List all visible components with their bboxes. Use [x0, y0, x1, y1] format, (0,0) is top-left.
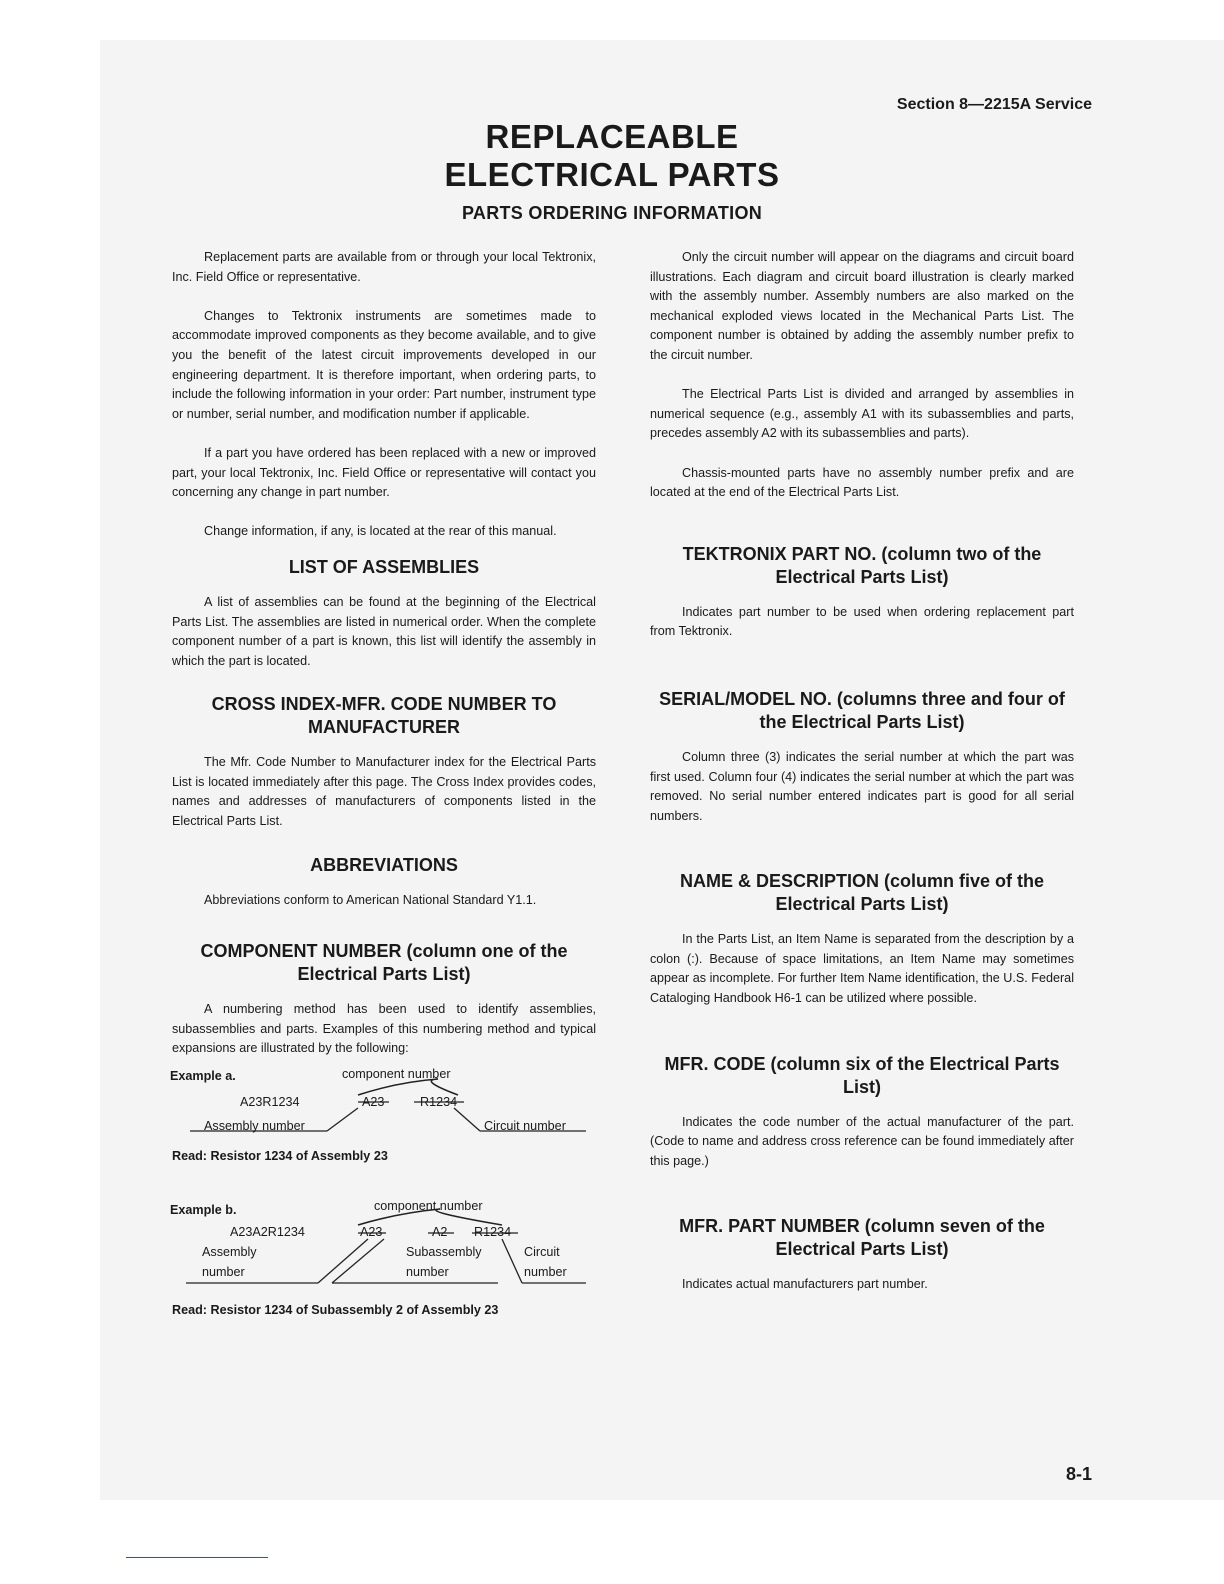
example-a-component-number: component number	[342, 1067, 451, 1082]
example-a-diagram	[172, 1065, 596, 1147]
example-a-assembly-number: Assembly number	[204, 1119, 305, 1134]
example-b-subassembly-number: number	[406, 1264, 449, 1279]
example-b-assembly: Assembly	[202, 1244, 257, 1259]
assemblies-heading: LIST OF ASSEMBLIES	[288, 556, 480, 577]
right-paragraph-1: Only the circuit number will appear on the diagrams and circuit board illustrations. Each diagram and circuit board illustration is clearly marked with the assembly number. Assembly numbers are also marked on the mechanical exploded views located in the Mechanical Parts List. The component number is obtained by adding the assembly number prefix to the circuit number.	[650, 250, 1074, 362]
tektronix-part-heading: TEKTRONIX PART NO. (column two of the Electrical Parts List)	[682, 543, 1042, 587]
example-b-diagram	[172, 1197, 596, 1301]
example-b-assembly-number: number	[202, 1264, 245, 1279]
example-a-circuit-number: Circuit number	[484, 1119, 566, 1134]
intro-paragraph-2: Changes to Tektronix instruments are sometimes made to accommodate improved components as they become available, and to give you the benefit of the latest circuit improvements developed in our engineering department. It is therefore important, when ordering parts, to include the following information in your order: Part number, instrument type or number, serial number, and modification number if applicable.	[172, 308, 596, 421]
right-column	[650, 248, 1074, 1315]
right-paragraph-2: The Electrical Parts List is divided and arranged by assemblies in numerical sequence (e.g., assembly A1 with its subassemblies and parts, precedes assembly A2 with its subassemblies and parts).	[650, 387, 1074, 441]
page-subtitle: PARTS ORDERING INFORMATION	[461, 203, 763, 223]
example-a-label: Example a.	[170, 1069, 236, 1084]
component-number-text: A numbering method has been used to identify assemblies, subassemblies and parts. Examples of this numbering method and typical expansions are illustrated by the following:	[172, 1002, 596, 1056]
footer-line	[126, 1557, 268, 1558]
page-title	[0, 118, 1224, 194]
example-b-code: A23A2R1234	[230, 1224, 305, 1239]
example-a-assembly-part: A23	[362, 1095, 385, 1110]
example-a-code: A23R1234	[240, 1095, 300, 1110]
component-number-heading: COMPONENT NUMBER (column one of the Electrical Parts List)	[200, 941, 568, 985]
section-header: Section 8—2215A Service	[896, 96, 1092, 113]
page-number: 8-1	[1065, 1464, 1092, 1484]
right-paragraph-3: Chassis-mounted parts have no assembly number prefix and are located at the end of the Electrical Parts List.	[650, 465, 1074, 500]
abbreviations-heading: ABBREVIATIONS	[310, 854, 458, 875]
intro-paragraph-1: Replacement parts are available from or through your local Tektronix, Inc. Field Office or representative.	[172, 250, 596, 284]
example-b-component-number: component number	[374, 1198, 483, 1213]
name-description-text: In the Parts List, an Item Name is separated from the description by a colon (:). Because of space limitations, an Item Name may sometimes appear as incomplete. For further Item Name identification, the U.S. Federal Cataloging Handbook H6-1 can be utilized where possible.	[650, 932, 1074, 1006]
left-column	[172, 248, 596, 1320]
example-b-assembly-part: A23	[360, 1224, 383, 1239]
name-description-heading: NAME & DESCRIPTION (column five of the Electrical Parts List)	[679, 871, 1045, 915]
cross-index-heading: CROSS INDEX-MFR. CODE NUMBER TO MANUFACTURER	[211, 694, 557, 738]
abbreviations-text: Abbreviations conform to American National Standard Y1.1.	[204, 892, 537, 907]
cross-index-text: The Mfr. Code Number to Manufacturer index for the Electrical Parts List is located immediately after this page. The Cross Index provides codes, names and addresses of manufacturers of components listed in the Electrical Parts List.	[172, 755, 596, 829]
example-a-read: Read: Resistor 1234 of Assembly 23	[172, 1149, 388, 1164]
example-b-label: Example b.	[170, 1202, 237, 1217]
example-b-subassembly-part: A2	[432, 1224, 448, 1239]
example-b-circuit: Circuit	[524, 1244, 560, 1259]
example-a-circuit-part: R1234	[420, 1095, 458, 1110]
assemblies-text: A list of assemblies can be found at the beginning of the Electrical Parts List. The assemblies are listed in numerical order. When the complete component number of a part is known, this list will identify the assembly in which the part is located.	[172, 594, 596, 668]
intro-paragraph-4: Change information, if any, is located at the rear of this manual.	[204, 524, 557, 539]
title-line-2: ELECTRICAL PARTS	[444, 156, 780, 193]
mfr-code-heading: MFR. CODE (column six of the Electrical Parts List)	[664, 1053, 1060, 1097]
serial-model-heading: SERIAL/MODEL NO. (columns three and four of the Electrical Parts List)	[659, 688, 1065, 732]
mfr-part-number-heading: MFR. PART NUMBER (column seven of the Electrical Parts List)	[679, 1216, 1045, 1260]
mfr-code-text: Indicates the code number of the actual manufacturer of the part. (Code to name and address cross reference can be found immediately after this page.)	[650, 1114, 1074, 1168]
tektronix-part-text: Indicates part number to be used when ordering replacement part from Tektronix.	[650, 604, 1074, 639]
example-b-subassembly: Subassembly	[406, 1244, 482, 1259]
serial-model-text: Column three (3) indicates the serial number at which the part was first used. Column four (4) indicates the serial number at which the part was removed. No serial number entered indicates part is good for all serial numbers.	[650, 749, 1074, 823]
mfr-part-number-text: Indicates actual manufacturers part number.	[682, 1277, 928, 1292]
title-line-1: REPLACEABLE	[485, 118, 739, 155]
example-b-circuit-part: R1234	[474, 1224, 512, 1239]
intro-paragraph-3: If a part you have ordered has been replaced with a new or improved part, your local Tektronix, Inc. Field Office or representative will contact you concerning any change in part number.	[172, 445, 596, 500]
example-b-read: Read: Resistor 1234 of Subassembly 2 of Assembly 23	[172, 1302, 499, 1317]
example-b-circuit-number: number	[524, 1264, 567, 1279]
